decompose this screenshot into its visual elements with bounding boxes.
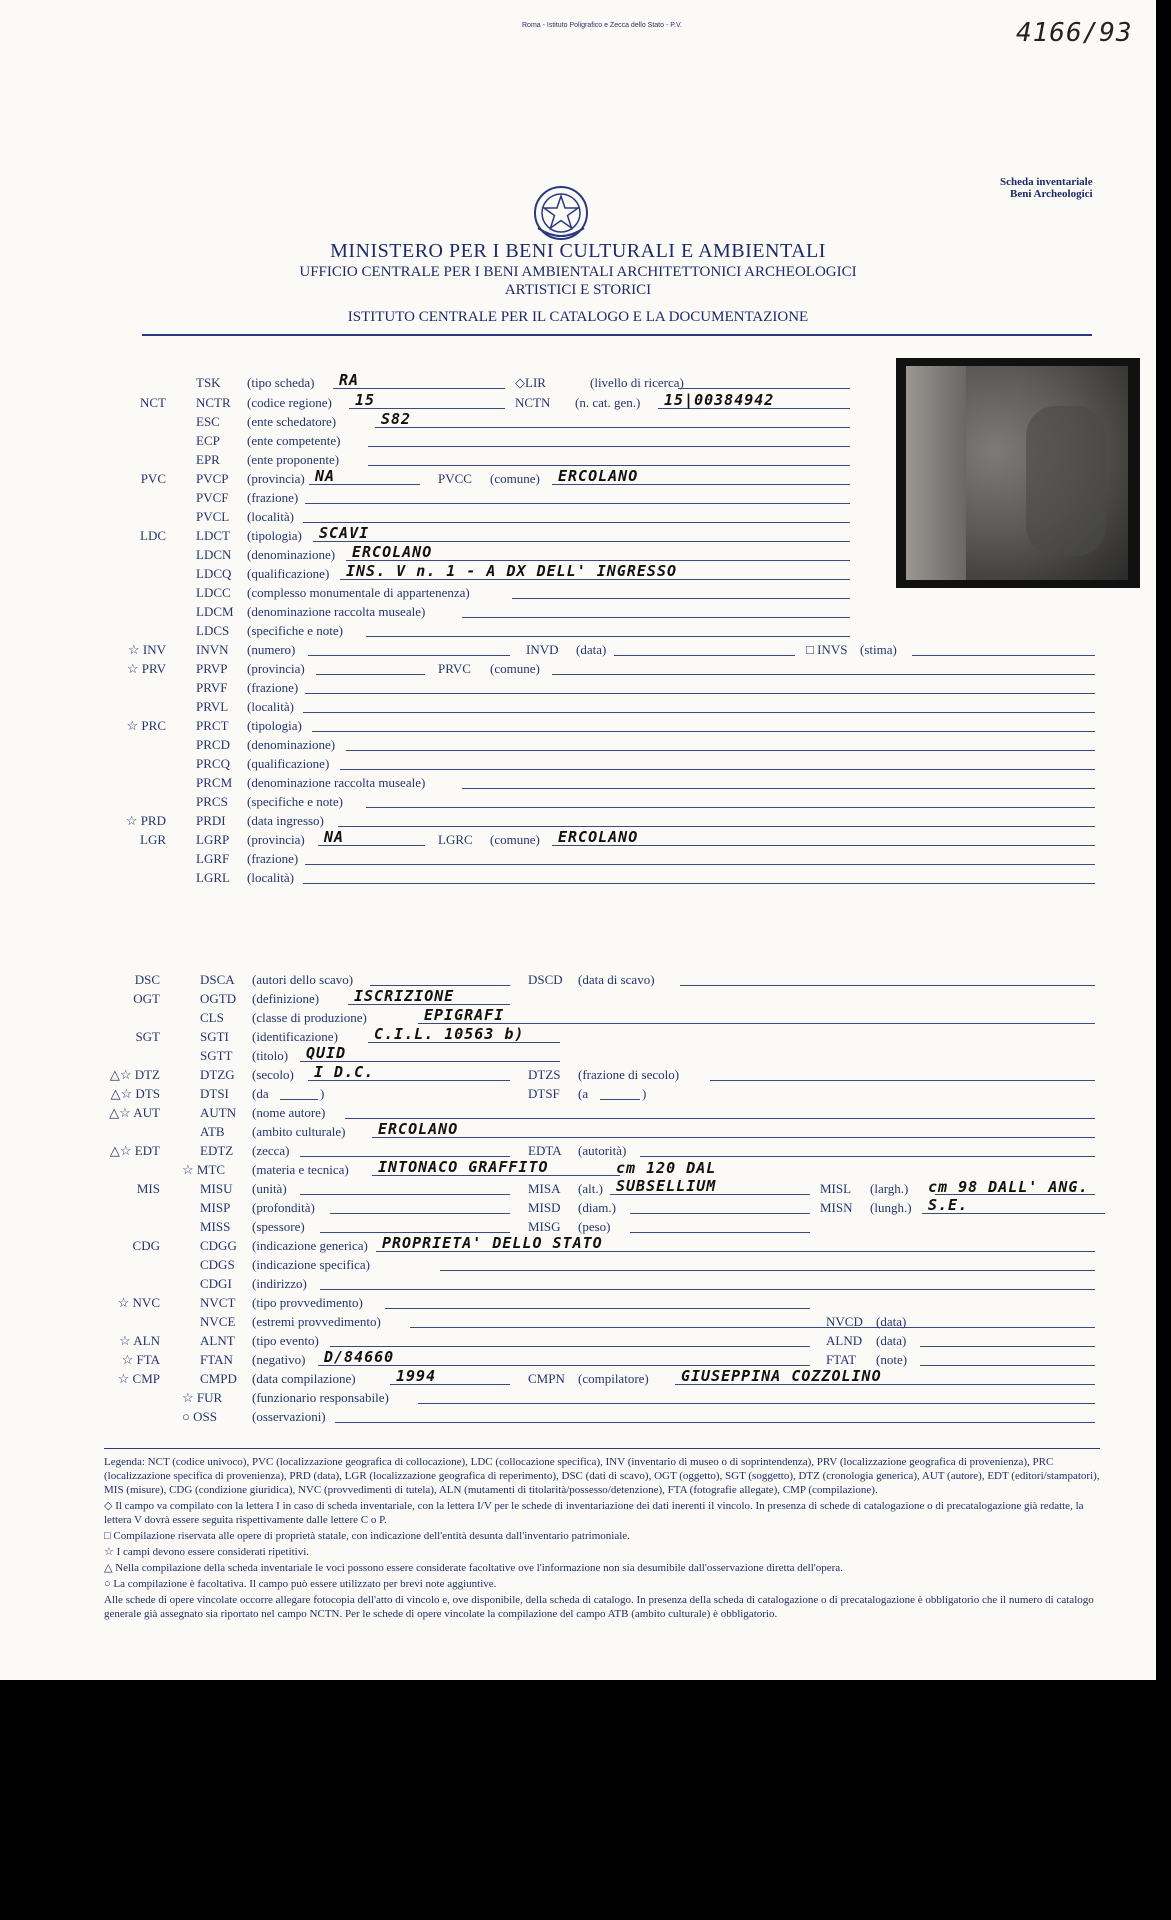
field-label-prvf: (frazione) bbox=[247, 680, 299, 695]
field-cmpn-value: GIUSEPPINA COZZOLINO bbox=[681, 1367, 882, 1385]
field-misa-value: cm 120 DAL SUBSELLIUM bbox=[616, 1159, 717, 1195]
field-code-ldct: LDCT bbox=[196, 528, 230, 543]
field-prdi-input[interactable] bbox=[338, 813, 1095, 827]
field-dtsf-input[interactable] bbox=[600, 1086, 640, 1100]
italian-republic-emblem-icon bbox=[532, 184, 590, 242]
legend-line: Legenda: NCT (codice univoco), PVC (localizzazione geografica di collocazione), LDC (collocazione specifica), INV (inventario di museo o di soprintendenza), PRV (localizzazione geografica di provenienza), PRC (localizzazione specifica di provenienza), PRD (data), LGR (localizzazione geografica di reperimento), DSC (dati di scavo), OGT (oggetto), SGT (soggetto), DTZ (cronologia generica), AUT (autore), EDT (editori/stampatori), MIS (misure), CDG (condizione giuridica), NVC (provvedimenti di tutela), ALN (mutamenti di titolarità/possesso/detenzione), FTA (fotografie allegate), CMP (compilazione). bbox=[104, 1456, 1100, 1496]
field-label-cdgg: (indicazione generica) bbox=[252, 1238, 368, 1253]
field-fur-input[interactable] bbox=[418, 1390, 1095, 1404]
field-code-nvcd: NVCD bbox=[826, 1314, 863, 1329]
field-tsk-value: RA bbox=[339, 371, 360, 389]
field-cdgs-input[interactable] bbox=[440, 1257, 1095, 1271]
field-label-edtz: (zecca) bbox=[252, 1143, 290, 1158]
section-code-ftan: ☆ FTA bbox=[121, 1352, 160, 1367]
inscription-photo bbox=[896, 358, 1140, 588]
field-misg-input[interactable] bbox=[630, 1219, 810, 1233]
field-label-pvcf: (frazione) bbox=[247, 490, 299, 505]
field-ftan-value: D/84660 bbox=[324, 1348, 395, 1366]
field-code-misu: MISU bbox=[200, 1181, 233, 1196]
field-code-esc: ESC bbox=[196, 414, 220, 429]
field-label-lgrp: (provincia) bbox=[247, 832, 305, 847]
field-prvp-input[interactable] bbox=[316, 661, 425, 675]
field-code-pvcf: PVCF bbox=[196, 490, 229, 505]
field-code-sgtt: SGTT bbox=[200, 1048, 233, 1063]
field-ldcn-input[interactable] bbox=[346, 543, 850, 561]
field-label-ldcn: (denominazione) bbox=[247, 547, 336, 562]
field-code-cmpd: CMPD bbox=[200, 1371, 237, 1386]
field-label-ftan: (negativo) bbox=[252, 1352, 306, 1367]
field-misu-input[interactable] bbox=[300, 1181, 510, 1195]
form-type-line1: Scheda inventariale bbox=[1000, 176, 1093, 188]
section-code-cdgg: CDG bbox=[132, 1238, 160, 1253]
field-label-pvcc: (comune) bbox=[490, 471, 540, 486]
field-sgtt-input[interactable] bbox=[300, 1044, 560, 1062]
field-label-ldct: (tipologia) bbox=[247, 528, 302, 543]
field-code-alnt: ALNT bbox=[200, 1333, 235, 1348]
field-label-invd: (data) bbox=[576, 642, 607, 657]
field-label-ftat: (note) bbox=[876, 1352, 908, 1367]
field-label-misn: (lungh.) bbox=[870, 1200, 912, 1215]
section-code-misu: MIS bbox=[136, 1181, 160, 1196]
field-code-edta: EDTA bbox=[528, 1143, 562, 1158]
field-label-ecp: (ente competente) bbox=[247, 433, 341, 448]
section-code-autn: △☆ AUT bbox=[109, 1105, 160, 1120]
field-ogtd-value: ISCRIZIONE bbox=[354, 987, 455, 1005]
field-code-prcm: PRCM bbox=[196, 775, 233, 790]
field-esc-input[interactable] bbox=[375, 410, 850, 428]
field-label-tsk: (tipo scheda) bbox=[247, 375, 315, 390]
field-sgti-input[interactable] bbox=[368, 1025, 560, 1043]
field-code-misp: MISP bbox=[200, 1200, 231, 1215]
legend bbox=[104, 1455, 1104, 1623]
corner-note: 4166/93 bbox=[1016, 18, 1133, 48]
field-label-dsca: (autori dello scavo) bbox=[252, 972, 354, 987]
field-nvct-input[interactable] bbox=[385, 1295, 810, 1309]
field-ldcm-input[interactable] bbox=[462, 604, 850, 618]
field-label-epr: (ente proponente) bbox=[247, 452, 340, 467]
field-esc-value: S82 bbox=[381, 410, 412, 428]
field-code-pvcc: PVCC bbox=[438, 471, 472, 486]
field-code-autn: AUTN bbox=[200, 1105, 237, 1120]
field-label-lgrc: (comune) bbox=[490, 832, 540, 847]
field-code-lgrf: LGRF bbox=[196, 851, 230, 866]
field-miss-input[interactable] bbox=[320, 1219, 510, 1233]
field-prcs-input[interactable] bbox=[366, 794, 1095, 808]
field-code-dtzg: DTZG bbox=[200, 1067, 235, 1082]
field-code-ldcq: LDCQ bbox=[196, 566, 232, 581]
field-label-misa: (alt.) bbox=[578, 1181, 603, 1196]
field-code-prct: PRCT bbox=[196, 718, 229, 733]
field-code-misg: MISG bbox=[528, 1219, 561, 1234]
field-nctn-value: 15|00384942 bbox=[664, 391, 775, 409]
field-cmpd-value: 1994 bbox=[396, 1367, 437, 1385]
field-edtz-input[interactable] bbox=[300, 1143, 510, 1157]
field-nctr-value: 15 bbox=[355, 391, 376, 409]
field-label-prcd: (denominazione) bbox=[247, 737, 336, 752]
header-rule bbox=[142, 334, 1092, 336]
field-label-lgrf: (frazione) bbox=[247, 851, 299, 866]
field-oss-input[interactable] bbox=[335, 1409, 1095, 1423]
legend-line: □ Compilazione riservata alle opere di proprietà statale, con indicazione dell'entità desunta dall'inventario patrimoniale. bbox=[104, 1530, 630, 1542]
field-misn-input[interactable] bbox=[922, 1178, 1105, 1214]
field-cdgi-input[interactable] bbox=[320, 1276, 1095, 1290]
section-code-invn: ☆ INV bbox=[127, 642, 166, 657]
field-label-sgtt: (titolo) bbox=[252, 1048, 289, 1063]
field-label-prcs: (specifiche e note) bbox=[247, 794, 344, 809]
field-code-ldcs: LDCS bbox=[196, 623, 230, 638]
field-cls-input[interactable] bbox=[418, 1006, 1095, 1024]
field-label-prcq: (qualificazione) bbox=[247, 756, 330, 771]
field-label-cmpn: (compilatore) bbox=[578, 1371, 649, 1386]
field-code-ftat: FTAT bbox=[826, 1352, 857, 1367]
field-label-prvl: (località) bbox=[247, 699, 294, 714]
field-code-fur: ☆ FUR bbox=[182, 1390, 223, 1405]
field-label-pvcp: (provincia) bbox=[247, 471, 305, 486]
field-code-pvcl: PVCL bbox=[196, 509, 230, 524]
field-label-lir: (livello di ricerca) bbox=[590, 375, 684, 390]
field-code-ftan: FTAN bbox=[200, 1352, 233, 1367]
legend-rule bbox=[104, 1448, 1100, 1449]
field-cmpn-input[interactable] bbox=[675, 1367, 1095, 1385]
field-code-dtsi: DTSI bbox=[200, 1086, 229, 1101]
field-code-prvc: PRVC bbox=[438, 661, 471, 676]
field-code-ogtd: OGTD bbox=[200, 991, 237, 1006]
field-ftat-input[interactable] bbox=[920, 1352, 1095, 1366]
field-label-lgrl: (località) bbox=[247, 870, 294, 885]
field-code-prvp: PRVP bbox=[196, 661, 228, 676]
field-prcq-input[interactable] bbox=[340, 756, 1095, 770]
field-atb-input[interactable] bbox=[372, 1120, 1095, 1138]
field-code-lir: ◇LIR bbox=[515, 375, 546, 390]
field-lgrp-value: NA bbox=[324, 828, 345, 846]
field-label-alnt: (tipo evento) bbox=[252, 1333, 319, 1348]
field-misp-input[interactable] bbox=[330, 1200, 510, 1214]
section-code-nctr: NCT bbox=[140, 395, 166, 410]
field-ldcq-input[interactable] bbox=[340, 562, 850, 580]
field-dtzs-input[interactable] bbox=[710, 1067, 1095, 1081]
field-alnd-input[interactable] bbox=[920, 1333, 1095, 1347]
field-ftan-input[interactable] bbox=[318, 1348, 810, 1366]
field-invs-input[interactable] bbox=[912, 642, 1095, 656]
field-cdgg-value: PROPRIETA' DELLO STATO bbox=[382, 1234, 603, 1252]
field-epr-input[interactable] bbox=[368, 452, 850, 466]
field-code-ldcm: LDCM bbox=[196, 604, 234, 619]
field-code-misn: MISN bbox=[820, 1200, 853, 1215]
field-code-prcd: PRCD bbox=[196, 737, 230, 752]
field-label-misg: (peso) bbox=[578, 1219, 611, 1234]
field-mtc-value: INTONACO GRAFFITO bbox=[378, 1158, 549, 1176]
field-label-ogtd: (definizione) bbox=[252, 991, 320, 1006]
field-code-invn: INVN bbox=[196, 642, 229, 657]
field-lgrp-input[interactable] bbox=[318, 828, 425, 846]
field-lgrc-input[interactable] bbox=[552, 828, 1095, 846]
field-label-fur: (funzionario responsabile) bbox=[252, 1390, 389, 1405]
field-code-prvl: PRVL bbox=[196, 699, 229, 714]
field-prcm-input[interactable] bbox=[462, 775, 1095, 789]
field-label-nvce: (estremi provvedimento) bbox=[252, 1314, 381, 1329]
field-label-misd: (diam.) bbox=[578, 1200, 616, 1215]
field-code-nvct: NVCT bbox=[200, 1295, 236, 1310]
field-nvcd-input[interactable] bbox=[920, 1314, 1095, 1328]
field-label-alnd: (data) bbox=[876, 1333, 907, 1348]
office-line2: ARTISTICI E STORICI bbox=[504, 282, 652, 298]
field-lgrf-input[interactable] bbox=[305, 851, 1095, 865]
header bbox=[0, 240, 1156, 326]
field-label-misl: (largh.) bbox=[870, 1181, 909, 1196]
field-prcd-input[interactable] bbox=[346, 737, 1095, 751]
form-type-line2: Beni Archeologici bbox=[1009, 188, 1093, 200]
field-code-dtzs: DTZS bbox=[528, 1067, 561, 1082]
field-dtzg-input[interactable] bbox=[308, 1063, 510, 1081]
field-label-misp: (profondità) bbox=[252, 1200, 315, 1215]
field-invn-input[interactable] bbox=[308, 642, 510, 656]
field-code-prvf: PRVF bbox=[196, 680, 228, 695]
field-pvcc-input[interactable] bbox=[552, 467, 850, 485]
field-cdgg-input[interactable] bbox=[376, 1234, 1095, 1252]
field-label-nctr: (codice regione) bbox=[247, 395, 332, 410]
field-ogtd-input[interactable] bbox=[348, 987, 510, 1005]
field-misa-input[interactable] bbox=[610, 1159, 810, 1195]
field-sgtt-value: QUID bbox=[306, 1044, 347, 1062]
field-invd-input[interactable] bbox=[614, 642, 795, 656]
field-code-ldcc: LDCC bbox=[196, 585, 231, 600]
field-misd-input[interactable] bbox=[630, 1200, 810, 1214]
section-code-lgrp: LGR bbox=[140, 832, 166, 847]
field-label-dtsf: (a bbox=[578, 1086, 589, 1101]
field-ldct-input[interactable] bbox=[313, 524, 850, 542]
ministry-title: MINISTERO PER I BENI CULTURALI E AMBIENTALI bbox=[330, 240, 826, 262]
field-pvcp-input[interactable] bbox=[309, 467, 420, 485]
field-lir-input[interactable] bbox=[678, 375, 850, 389]
field-code-lgrl: LGRL bbox=[196, 870, 230, 885]
field-label-oss: (osservazioni) bbox=[252, 1409, 326, 1424]
printer-line: Roma - Istituto Poligrafico e Zecca dello Stato - P.V. bbox=[522, 22, 682, 29]
section-code-dtsi: △☆ DTS bbox=[110, 1086, 160, 1101]
field-label-cmpd: (data compilazione) bbox=[252, 1371, 356, 1386]
closing-paren: ) bbox=[642, 1086, 647, 1101]
field-autn-input[interactable] bbox=[345, 1105, 1095, 1119]
form-type bbox=[1000, 176, 1093, 200]
field-cls-value: EPIGRAFI bbox=[424, 1006, 505, 1024]
field-label-cls: (classe di produzione) bbox=[252, 1010, 367, 1025]
legend-line: Alle schede di opere vincolate occorre allegare fotocopia dell'atto di vincolo e, ove disponibile, della scheda di catalogo. In presenza della scheda di catalogazione o di precatalogazione è obbligatorio che il numero di catalogo generale già assegnato sia riportato nel campo NCTN. Per le schede di opere vincolate la compilazione del campo ATB (ambito culturale) è obbligatorio. bbox=[104, 1594, 1094, 1620]
field-code-invd: INVD bbox=[526, 642, 559, 657]
field-tsk-input[interactable] bbox=[333, 371, 505, 389]
field-atb-value: ERCOLANO bbox=[378, 1120, 459, 1138]
field-label-atb: (ambito culturale) bbox=[252, 1124, 346, 1139]
field-label-dtsi: (da bbox=[252, 1086, 269, 1101]
field-label-prvc: (comune) bbox=[490, 661, 540, 676]
field-code-ecp: ECP bbox=[196, 433, 220, 448]
field-label-autn: (nome autore) bbox=[252, 1105, 326, 1120]
field-nctn-input[interactable] bbox=[658, 391, 850, 409]
field-label-miss: (spessore) bbox=[252, 1219, 305, 1234]
field-code-dtsf: DTSF bbox=[528, 1086, 560, 1101]
field-ldct-value: SCAVI bbox=[319, 524, 370, 542]
field-code-cdgg: CDGG bbox=[200, 1238, 237, 1253]
field-label-nvct: (tipo provvedimento) bbox=[252, 1295, 363, 1310]
field-label-prvp: (provincia) bbox=[247, 661, 305, 676]
field-code-mtc: ☆ MTC bbox=[182, 1162, 226, 1177]
section-code-dtzg: △☆ DTZ bbox=[109, 1067, 160, 1082]
field-alnt-input[interactable] bbox=[330, 1333, 810, 1347]
field-code-epr: EPR bbox=[196, 452, 220, 467]
field-lgrc-value: ERCOLANO bbox=[558, 828, 639, 846]
field-pvcf-input[interactable] bbox=[305, 490, 850, 504]
field-ldcq-value: INS. V n. 1 - A DX DELL' INGRESSO bbox=[346, 562, 678, 580]
field-dtsi-input[interactable] bbox=[280, 1086, 318, 1100]
field-code-lgrp: LGRP bbox=[196, 832, 230, 847]
legend-line: ☆ I campi devono essere considerati ripetitivi. bbox=[104, 1546, 310, 1558]
field-code-prcq: PRCQ bbox=[196, 756, 230, 771]
field-code-lgrc: LGRC bbox=[438, 832, 473, 847]
office-line1: UFFICIO CENTRALE PER I BENI AMBIENTALI ARCHITETTONICI ARCHEOLOGICI bbox=[299, 264, 857, 280]
field-code-alnd: ALND bbox=[826, 1333, 863, 1348]
field-pvcc-value: ERCOLANO bbox=[558, 467, 639, 485]
field-prvl-input[interactable] bbox=[303, 699, 1095, 713]
field-label-invn: (numero) bbox=[247, 642, 296, 657]
field-label-mtc: (materia e tecnica) bbox=[252, 1162, 349, 1177]
section-code-prct: ☆ PRC bbox=[126, 718, 166, 733]
field-code-dsca: DSCA bbox=[200, 972, 235, 987]
field-edta-input[interactable] bbox=[640, 1143, 1095, 1157]
field-code-invs: □ INVS bbox=[806, 642, 848, 657]
field-pvcl-input[interactable] bbox=[303, 509, 850, 523]
field-label-ldcq: (qualificazione) bbox=[247, 566, 330, 581]
field-code-cdgi: CDGI bbox=[200, 1276, 232, 1291]
section-code-dsca: DSC bbox=[134, 972, 160, 987]
field-code-cls: CLS bbox=[200, 1010, 224, 1025]
closing-paren: ) bbox=[320, 1086, 325, 1101]
field-label-cdgi: (indirizzo) bbox=[252, 1276, 307, 1291]
field-nctr-input[interactable] bbox=[349, 391, 505, 409]
field-dsca-input[interactable] bbox=[370, 972, 510, 986]
section-code-nvct: ☆ NVC bbox=[117, 1295, 160, 1310]
field-code-nctn: NCTN bbox=[515, 395, 551, 410]
field-label-dtzg: (secolo) bbox=[252, 1067, 294, 1082]
field-mtc-input[interactable] bbox=[372, 1158, 620, 1176]
field-ldcn-value: ERCOLANO bbox=[352, 543, 433, 561]
field-label-edta: (autorità) bbox=[578, 1143, 627, 1158]
field-pvcp-value: NA bbox=[315, 467, 336, 485]
field-label-pvcl: (località) bbox=[247, 509, 294, 524]
field-label-prcm: (denominazione raccolta museale) bbox=[247, 775, 426, 790]
field-dtzg-value: I D.C. bbox=[314, 1063, 375, 1081]
field-code-pvcp: PVCP bbox=[196, 471, 229, 486]
field-label-nvcd: (data) bbox=[876, 1314, 907, 1329]
institute-title: ISTITUTO CENTRALE PER IL CATALOGO E LA DOCUMENTAZIONE bbox=[347, 309, 809, 325]
field-prvf-input[interactable] bbox=[305, 680, 1095, 694]
field-code-nvce: NVCE bbox=[200, 1314, 236, 1329]
field-code-misd: MISD bbox=[528, 1200, 561, 1215]
field-code-cdgs: CDGS bbox=[200, 1257, 235, 1272]
field-code-nctr: NCTR bbox=[196, 395, 231, 410]
section-code-edtz: △☆ EDT bbox=[109, 1143, 160, 1158]
field-code-oss: ○ OSS bbox=[182, 1409, 217, 1424]
field-ldcc-input[interactable] bbox=[512, 585, 850, 599]
field-label-esc: (ente schedatore) bbox=[247, 414, 337, 429]
section-code-alnt: ☆ ALN bbox=[119, 1333, 160, 1348]
photo-image bbox=[906, 366, 1128, 580]
section-code-ogtd: OGT bbox=[133, 991, 160, 1006]
field-prct-input[interactable] bbox=[312, 718, 1095, 732]
field-sgti-value: C.I.L. 10563 b) bbox=[374, 1025, 525, 1043]
field-code-dscd: DSCD bbox=[528, 972, 563, 987]
field-code-cmpn: CMPN bbox=[528, 1371, 565, 1386]
field-lgrl-input[interactable] bbox=[303, 870, 1095, 884]
field-label-ldcc: (complesso monumentale di appartenenza) bbox=[247, 585, 470, 600]
field-ldcs-input[interactable] bbox=[366, 623, 850, 637]
field-code-ldcn: LDCN bbox=[196, 547, 232, 562]
field-code-miss: MISS bbox=[200, 1219, 231, 1234]
field-code-misa: MISA bbox=[528, 1181, 561, 1196]
field-code-tsk: TSK bbox=[196, 375, 221, 390]
field-code-prdi: PRDI bbox=[196, 813, 226, 828]
field-label-prct: (tipologia) bbox=[247, 718, 302, 733]
field-code-misl: MISL bbox=[820, 1181, 852, 1196]
section-code-sgti: SGT bbox=[135, 1029, 160, 1044]
section-code-ldct: LDC bbox=[140, 528, 166, 543]
field-cmpd-input[interactable] bbox=[390, 1367, 510, 1385]
field-label-invs: (stima) bbox=[860, 642, 897, 657]
field-label-nctn: (n. cat. gen.) bbox=[575, 395, 641, 410]
legend-line: ○ La compilazione è facoltativa. Il campo può essere utilizzato per brevi note aggiuntive. bbox=[104, 1578, 497, 1590]
section-code-cmpd: ☆ CMP bbox=[117, 1371, 160, 1386]
field-label-misu: (unità) bbox=[252, 1181, 287, 1196]
field-label-ldcm: (denominazione raccolta museale) bbox=[247, 604, 426, 619]
field-label-cdgs: (indicazione specifica) bbox=[252, 1257, 371, 1272]
legend-line: ◇ Il campo va compilato con la lettera I in caso di scheda inventariale, con la lettera I/V per le schede di inventariazione dei dati inerenti il vincolo. In presenza di schede di catalogazione o di precatalogazione già redatte, la lettera V dovrà essere seguita rispettivamente dalle lettere C o P. bbox=[104, 1500, 1084, 1526]
legend-line: △ Nella compilazione della scheda inventariale le voci possono essere considerate facoltative ove l'informazione non sia desumibile dall'osservazione diretta dell'opera. bbox=[104, 1562, 843, 1574]
field-code-edtz: EDTZ bbox=[200, 1143, 234, 1158]
field-label-dtzs: (frazione di secolo) bbox=[578, 1067, 680, 1082]
section-code-prdi: ☆ PRD bbox=[125, 813, 166, 828]
field-label-dscd: (data di scavo) bbox=[578, 972, 655, 987]
section-code-prvp: ☆ PRV bbox=[126, 661, 166, 676]
field-label-sgti: (identificazione) bbox=[252, 1029, 338, 1044]
field-prvc-input[interactable] bbox=[552, 661, 1095, 675]
field-label-ldcs: (specifiche e note) bbox=[247, 623, 344, 638]
field-ecp-input[interactable] bbox=[368, 433, 850, 447]
field-code-sgti: SGTI bbox=[200, 1029, 229, 1044]
section-code-pvcp: PVC bbox=[140, 471, 166, 486]
field-misn-value: cm 98 DALL' ANG. S.E. bbox=[928, 1178, 1089, 1214]
field-dscd-input[interactable] bbox=[680, 972, 1095, 986]
field-code-prcs: PRCS bbox=[196, 794, 228, 809]
field-label-prdi: (data ingresso) bbox=[247, 813, 324, 828]
field-code-atb: ATB bbox=[200, 1124, 225, 1139]
